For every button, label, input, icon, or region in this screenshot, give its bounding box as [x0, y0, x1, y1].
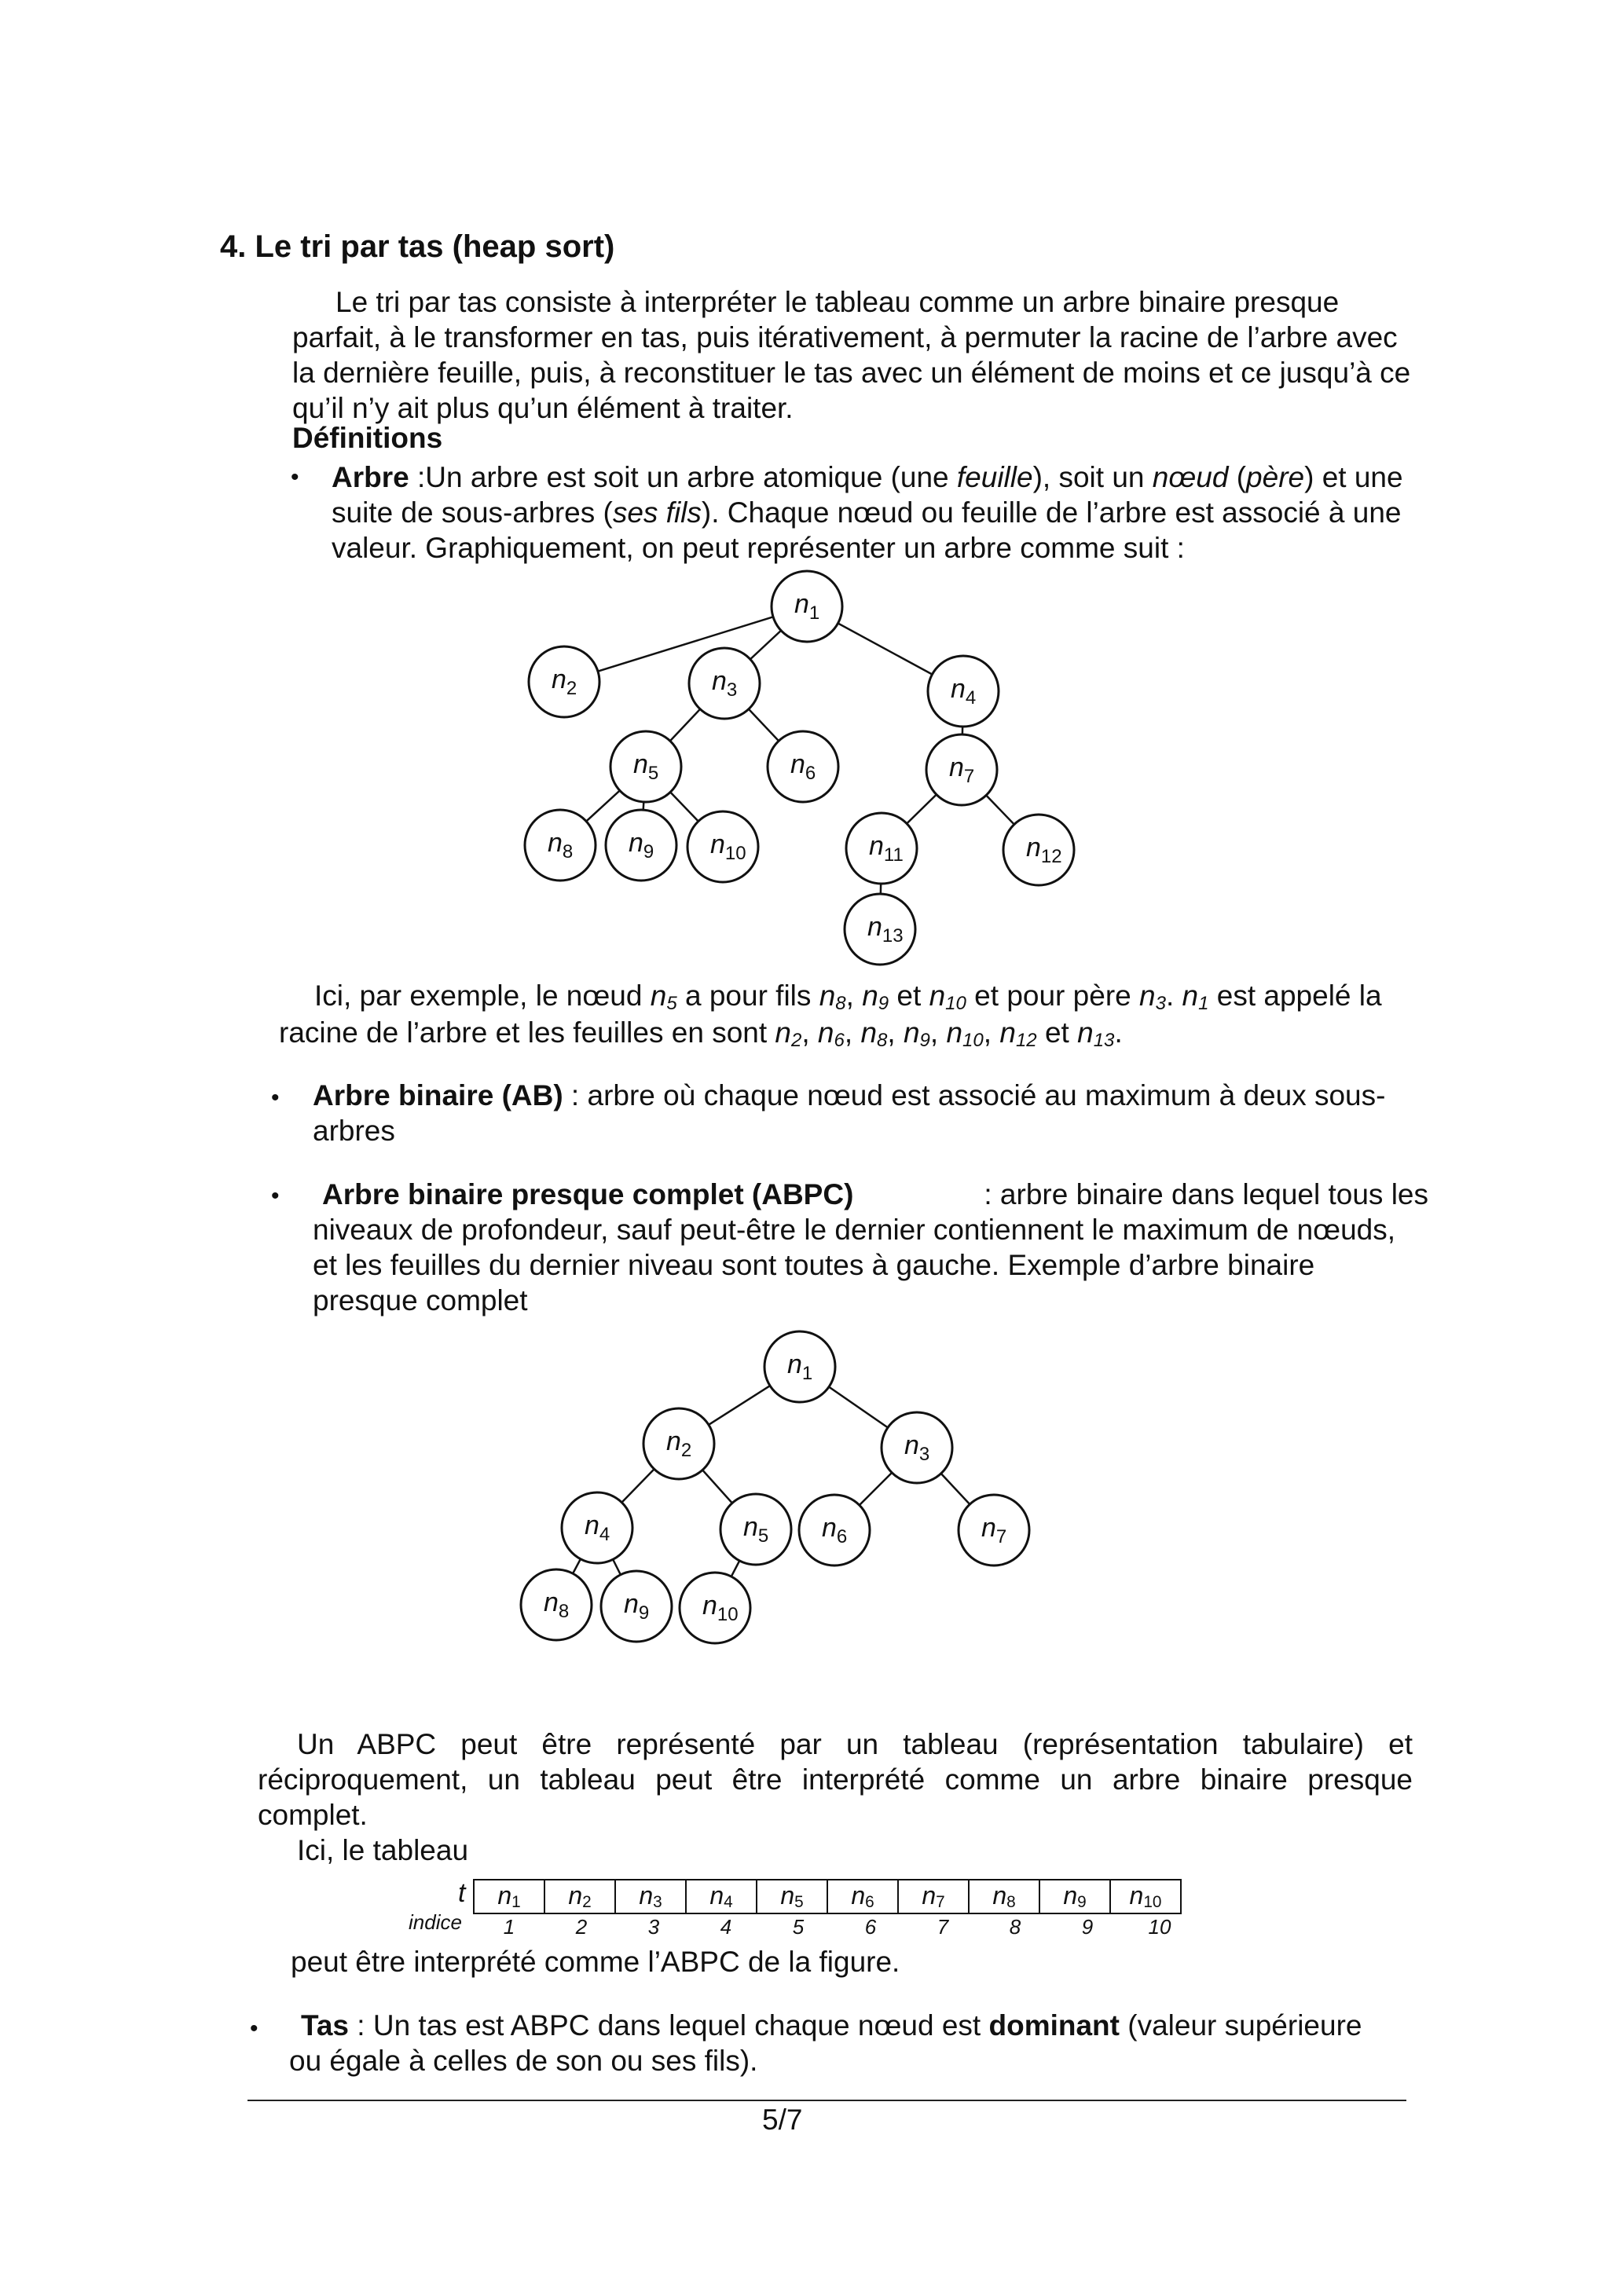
tree-node-label: $n_1$: [794, 589, 820, 624]
table-cell-subscript: 6: [865, 1893, 874, 1912]
def-text: ) et une: [1304, 461, 1403, 493]
node-ref-n10: n10: [946, 1016, 984, 1051]
index-value: 9: [1081, 1915, 1094, 1939]
def-text: niveaux de profondeur, sauf peut-être le dernier contiennent le maximum de nœuds,: [313, 1214, 1396, 1247]
tree-node-subscript: 7: [995, 1526, 1007, 1547]
tree-node-n5: [720, 1494, 791, 1565]
node-ref-n8: n8: [860, 1016, 888, 1051]
tree-node-label: $n_7$: [949, 753, 975, 787]
def-text: valeur. Graphiquement, on peut représenter un arbre comme suit :: [332, 532, 1185, 565]
tree-node-label: $n_1$: [787, 1349, 813, 1384]
example-text: est appelé la: [1208, 980, 1382, 1012]
def-text: dominant: [988, 2009, 1120, 2041]
tree-node-subscript: 1: [808, 602, 820, 624]
tree-node-label: $n_5$: [743, 1512, 769, 1547]
node-ref-n8: n8: [819, 980, 846, 1014]
def-text: arbres: [313, 1115, 395, 1148]
array-table: [473, 1879, 1182, 1914]
def-text: : Un tas est ABPC dans lequel chaque nœud est: [349, 2009, 989, 2041]
intro-line: Le tri par tas consiste à interpréter le tableau comme un arbre binaire presque: [335, 286, 1340, 318]
table-cell-subscript: 8: [1006, 1893, 1016, 1912]
table-cell: $n_9$: [1039, 1880, 1110, 1913]
tree-node-subscript: 3: [918, 1444, 930, 1465]
tree-node-n3: [882, 1412, 952, 1483]
tree-node-subscript: 6: [805, 763, 816, 784]
tree-node-subscript: 9: [643, 841, 654, 862]
table-name: t: [458, 1878, 466, 1908]
tree-node-subscript: 12: [1040, 846, 1062, 867]
example-text: .: [1165, 980, 1182, 1012]
tree-node-n1: [764, 1331, 835, 1402]
node-ref-n6: n6: [817, 1016, 845, 1051]
node-ref-n3: n3: [1139, 980, 1166, 1014]
tree-node-subscript: 3: [726, 679, 738, 701]
intro-line: la dernière feuille, puis, à reconstituer le tas avec un élément de moins et ce jusqu’à ce: [292, 357, 1411, 390]
table-cell: $n_2$: [544, 1880, 615, 1913]
index-value: 10: [1148, 1915, 1171, 1939]
table-cell-subscript: 5: [794, 1893, 804, 1912]
table-cell-subscript: 10: [1143, 1893, 1162, 1912]
tree-node-n4: [562, 1492, 632, 1563]
def-tas: [289, 2008, 1436, 2078]
tree-node-label: $n_4$: [951, 674, 977, 709]
tree-node-label: $n_5$: [633, 749, 659, 784]
def-text: (valeur supérieure: [1119, 2009, 1362, 2041]
table-caption: peut être interprété comme l’ABPC de la figure.: [291, 1946, 900, 1978]
tree-node-n9: [601, 1571, 672, 1642]
tree-node-label: $n_6$: [822, 1513, 848, 1547]
def-text: feuille: [956, 461, 1033, 493]
tree-node-label: $n_9$: [629, 828, 654, 862]
example-text: racine de l’arbre et les feuilles en sont: [279, 1016, 775, 1049]
example-text: ,: [845, 980, 863, 1012]
tree-node-n6: [799, 1495, 870, 1565]
node-ref-n2: n2: [775, 1016, 802, 1051]
node-ref-n1: n1: [1182, 980, 1209, 1014]
tree-node-label: $n_7$: [981, 1513, 1007, 1547]
example-text: a pour fils: [676, 980, 819, 1012]
tree-node-subscript: 13: [882, 925, 904, 947]
index-value: 8: [1009, 1915, 1021, 1939]
abpc-ici: Ici, le tableau: [297, 1834, 469, 1867]
tree-node-subscript: 1: [801, 1363, 813, 1384]
tree-node-label: $n_8$: [544, 1587, 570, 1622]
def-text: nœud: [1152, 461, 1229, 493]
tree-node-subscript: 10: [724, 843, 746, 864]
table-cell: $n_1$: [474, 1880, 544, 1913]
def-text: ), soit un: [1032, 461, 1153, 493]
def-text: ). Chaque nœud ou feuille de l’arbre est associé à une: [701, 496, 1402, 529]
bullet: •: [291, 464, 299, 490]
tree-node-n7: [959, 1495, 1029, 1565]
intro-line: qu’il n’y ait plus qu’un élément à traiter.: [292, 392, 794, 425]
tree-node-label: $n_6$: [790, 749, 816, 784]
tree-node-label: $n_2$: [552, 665, 577, 699]
tree-node-label: $n_8$: [548, 828, 574, 862]
index-row: [473, 1915, 1196, 1940]
table-cell-subscript: 1: [511, 1893, 521, 1912]
tree-node-subscript: 4: [965, 687, 977, 709]
tree-node-label: $n_{12}$: [1026, 833, 1062, 867]
tree-node-subscript: 8: [562, 841, 574, 862]
example-text: Ici, par exemple, le nœud: [314, 980, 651, 1012]
example-text: ,: [929, 1016, 947, 1049]
def-term: Tas: [301, 2009, 350, 2041]
tree-node-subscript: 6: [836, 1526, 848, 1547]
table-cell: $n_8$: [969, 1880, 1039, 1913]
tree-node-label: $n_3$: [904, 1430, 930, 1465]
node-ref-n5: n5: [650, 980, 677, 1014]
def-term: Arbre binaire presque complet (ABPC): [322, 1178, 854, 1210]
table-cell: $n_3$: [615, 1880, 686, 1913]
def-text: : arbre où chaque nœud est associé au maximum à deux sous-: [563, 1079, 1386, 1111]
tree-node-subscript: 4: [599, 1524, 610, 1545]
table-cell-subscript: 7: [936, 1893, 945, 1912]
index-value: 6: [864, 1915, 877, 1939]
def-text: : arbre binaire dans lequel tous les: [984, 1178, 1428, 1210]
example-text: ,: [887, 1016, 904, 1049]
definitions-heading: Définitions: [292, 422, 443, 454]
table-cell: $n_4$: [686, 1880, 757, 1913]
footer-rule: [247, 2100, 1406, 2101]
tree-node-label: $n_9$: [624, 1589, 650, 1624]
tree-node-subscript: 8: [558, 1601, 570, 1622]
tree-node-subscript: 10: [717, 1604, 739, 1625]
def-text: ou égale à celles de son ou ses fils).: [289, 2045, 758, 2078]
node-ref-n9: n9: [903, 1016, 930, 1051]
def-text: (: [1228, 461, 1247, 493]
table-cell-subscript: 2: [582, 1893, 592, 1912]
example-text: ,: [801, 1016, 818, 1049]
tree-node-subscript: 5: [647, 763, 659, 784]
tree-node-label: $n_{10}$: [702, 1591, 739, 1625]
tree-node-label: $n_3$: [712, 666, 738, 701]
bullet: •: [271, 1085, 280, 1111]
table-cell-subscript: 4: [724, 1893, 733, 1912]
index-value: 7: [937, 1915, 949, 1939]
index-value: 3: [647, 1915, 660, 1939]
index-value: 5: [792, 1915, 805, 1939]
tree-node-label: $n_4$: [585, 1511, 610, 1545]
def-text: :Un arbre est soit un arbre atomique (une: [409, 461, 957, 493]
tree-node-label: $n_{13}$: [867, 912, 904, 947]
example-text: .: [1114, 1016, 1123, 1049]
def-term: Arbre binaire (AB): [313, 1079, 563, 1111]
def-text: père: [1246, 461, 1305, 493]
def-text: et les feuilles du dernier niveau sont toutes à gauche. Exemple d’arbre binaire: [313, 1249, 1315, 1282]
def-text: presque complet: [313, 1284, 528, 1317]
page-number: 5/7: [762, 2104, 803, 2136]
bullet: •: [271, 1183, 280, 1209]
abpc-line: complet.: [258, 1799, 368, 1832]
table-cell-subscript: 3: [653, 1893, 662, 1912]
intro-line: parfait, à le transformer en tas, puis itérativement, à permuter la racine de l’arbre avec: [292, 321, 1398, 354]
example-text: et: [1036, 1016, 1078, 1049]
tree-node-label: $n_{10}$: [710, 829, 746, 864]
tree-node-n10: [680, 1573, 750, 1643]
index-label: indice: [409, 1910, 462, 1934]
example-text: ,: [844, 1016, 861, 1049]
index-value: 1: [503, 1915, 515, 1939]
table-cell: $n_5$: [757, 1880, 827, 1913]
index-value: 2: [575, 1915, 588, 1939]
table-cell-subscript: 9: [1077, 1893, 1087, 1912]
tree-node-n2: [643, 1408, 714, 1479]
tree-node-label: $n_{11}$: [869, 831, 904, 866]
tree-node-subscript: 9: [638, 1602, 650, 1624]
tree-node-n8: [521, 1569, 592, 1640]
example-text: et: [889, 980, 929, 1012]
abpc-line: Un ABPC peut être représenté par un tableau (représentation tabulaire) et: [297, 1728, 1413, 1760]
section-title: 4. Le tri par tas (heap sort): [220, 229, 615, 264]
example-text: ,: [983, 1016, 1000, 1049]
node-ref-n9: n9: [862, 980, 889, 1014]
tree-node-subscript: 7: [963, 766, 975, 787]
table-cell: $n_6$: [827, 1880, 898, 1913]
tree-node-subscript: 5: [757, 1525, 769, 1547]
def-term: Arbre: [332, 461, 409, 493]
index-value: 4: [720, 1915, 732, 1939]
abpc-paragraph: [258, 1727, 1413, 1869]
def-text: ses fils: [612, 496, 702, 529]
table-cell: $n_7$: [898, 1880, 969, 1913]
tree-node-label: $n_2$: [666, 1426, 692, 1461]
tree-node-subscript: 11: [883, 844, 904, 866]
example-text: et pour père: [966, 980, 1139, 1012]
bullet: •: [250, 2016, 258, 2041]
node-ref-n10: n10: [929, 980, 966, 1014]
def-text: suite de sous-arbres (: [332, 496, 613, 529]
tree-node-subscript: 2: [680, 1440, 692, 1461]
node-ref-n13: n13: [1077, 1016, 1115, 1051]
table-cell: $n_{10}$: [1110, 1880, 1181, 1913]
abpc-line: réciproquement, un tableau peut être interprété comme un arbre binaire presque: [258, 1763, 1413, 1796]
tree-node-subscript: 2: [566, 678, 577, 699]
node-ref-n12: n12: [999, 1016, 1037, 1051]
